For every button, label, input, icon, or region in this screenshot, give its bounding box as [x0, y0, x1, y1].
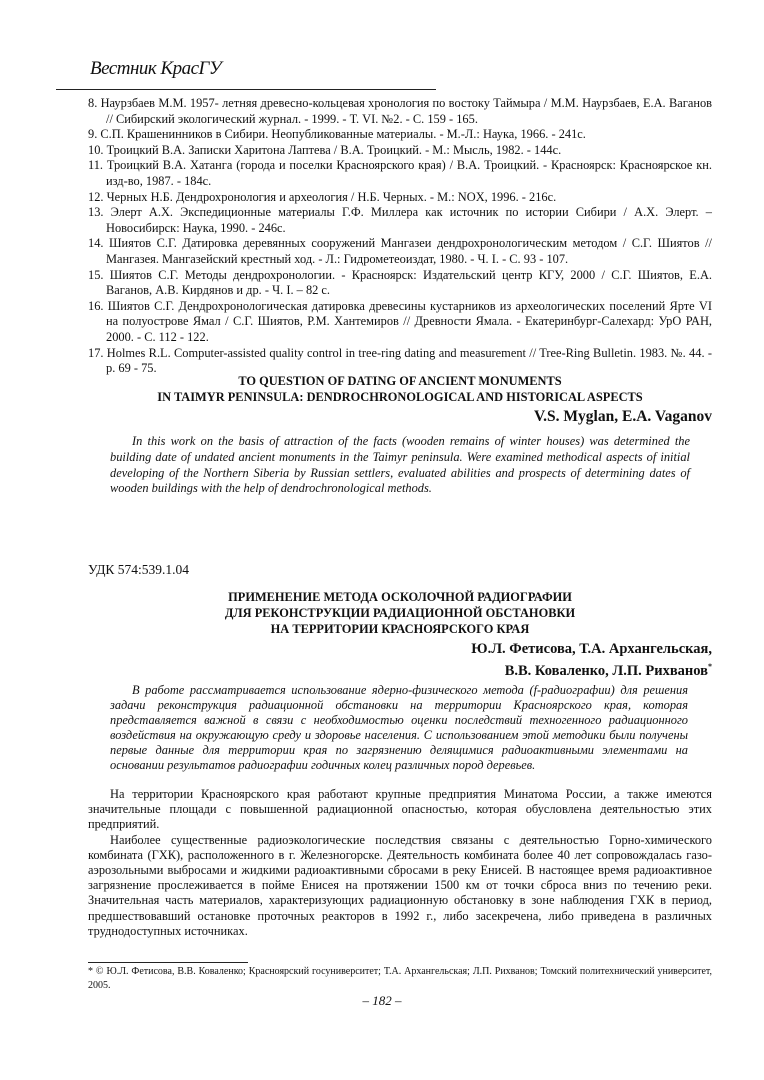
article-title-line: ДЛЯ РЕКОНСТРУКЦИИ РАДИАЦИОННОЙ ОБСТАНОВКИ [224, 606, 576, 620]
reference-item: 10. Троицкий В.А. Записки Харитона Лаптева / В.А. Троицкий. - М.: Мысль, 1982. - 144с. [88, 142, 562, 157]
reference-item: 16. Шиятов С.Г. Дендрохронологическая датировка древесины кустарников из археологических поселений Ярте VI на полуострове Ямал / С.Г. Шиятов, Р.М. Хантемиров // Древности Ямала. - Екатеринбург-Салехард: УрО РАН, 2000. - С. 112 - 122. [88, 298, 712, 344]
english-title-line: TO QUESTION OF DATING OF ANCIENT MONUMENTS [238, 374, 562, 388]
english-title-line: IN TAIMYR PENINSULA: DENDROCHRONOLOGICAL AND HISTORICAL ASPECTS [157, 389, 643, 404]
body-paragraph: На территории Красноярского края работают крупные предприятия Минатома России, а также имеются значительные площади с повышенной радиационной опасностью, которая обусловлена деятельностью этих предприятий. [88, 787, 712, 832]
reference-item: 17. Holmes R.L. Computer-assisted quality control in tree-ring dating and measurement // Tree-Ring Bulletin. 1983. №. 44. - p. 69 - 75. [88, 345, 712, 376]
article-title-line: НА ТЕРРИТОРИИ КРАСНОЯРСКОГО КРАЯ [270, 622, 530, 636]
reference-item: 14. Шиятов С.Г. Датировка деревянных сооружений Мангазеи дендрохронологическим методом / С.Г. Шиятов // Мангазея. Мангазейский крестный ход. - Л.: Гидрометеоиздат, 1980. - Ч. I. - С. 93 - 107. [88, 236, 712, 266]
article-title-line: ПРИМЕНЕНИЕ МЕТОДА ОСКОЛОЧНОЙ РАДИОГРАФИИ [228, 590, 572, 604]
footnote: * © Ю.Л. Фетисова, В.В. Коваленко; Красноярский госуниверситет; Т.А. Архангельская; Л.П. Рихванов; Томский политехнический университет, 2005. [88, 966, 712, 991]
footnote-rule [88, 962, 248, 963]
reference-item: 12. Черных Н.Б. Дендрохронология и археология / Н.Б. Черных. - М.: NOX, 1996. - 216с. [88, 189, 557, 204]
article-title [88, 589, 712, 637]
reference-item: 9. С.П. Крашенинников в Сибири. Неопубликованные материалы. - М.-Л.: Наука, 1966. - 241с. [88, 127, 586, 142]
reference-item: 8. Наурзбаев М.М. 1957- летняя древесно-кольцевая хронология по востоку Таймыра / М.М. Наурзбаев, Е.А. Ваганов // Сибирский экологический журнал. - 1999. - Т. VI. №2. - С. 159 - 165. [88, 96, 712, 126]
authors-line: Ю.Л. Фетисова, Т.А. Архангельская, [471, 641, 712, 657]
reference-item: 11. Троицкий В.А. Хатанга (города и поселки Красноярского края) / В.А. Троицкий. - Красноярск: Красноярское кн. изд-во, 1987. - 184с. [88, 158, 712, 188]
article-authors [471, 640, 712, 680]
article-body [88, 787, 712, 939]
reference-item: 13. Элерт А.Х. Экспедиционные материалы Г.Ф. Миллера как источник по истории Сибири / А.Х. Элерт. – Новосибирск: Наука, 1990. - 246с. [88, 205, 712, 235]
page-number: – 182 – [362, 993, 402, 1008]
authors-line: В.В. Коваленко, Л.П. Рихванов [504, 662, 708, 679]
reference-list [88, 96, 712, 377]
journal-header: Вестник КрасГУ [90, 58, 222, 79]
english-title [88, 374, 712, 406]
udk-code: УДК 574:539.1.04 [88, 562, 190, 577]
header-rule [56, 89, 436, 90]
reference-item: 15. Шиятов С.Г. Методы дендрохронологии. - Красноярск: Издательский центр КГУ, 2000 / С.Г. Шиятов, Е.А. Ваганов, А.В. Кирдянов и др. - Ч. I. – 82 с. [88, 267, 712, 298]
footnote-mark: * [708, 662, 712, 671]
body-paragraph: Наиболее существенные радиоэкологические последствия связаны с деятельностью Горно-химического комбината (ГХК), расположенного в г. Железногорске. Деятельность комбината более 40 лет сопровождалась газо-аэрозольными выбросами и жидкими радиоактивными сбросами в реку Енисей. В настоящее время радиоактивное загрязнение прослеживается в пойме Енисея на протяжении 1500 км от точки сброса вниз по течению реки. Значительная часть материалов, характеризующих радиационную обстановку в зоне наблюдения ГХК в период, предшествовавший остановке проточных реакторов в 1992 г., либо засекречена, либо приведена в различных труднодоступных источниках. [88, 832, 712, 938]
english-abstract: In this work on the basis of attraction of the facts (wooden remains of winter houses) was determined the building date of undated ancient monuments in the Taimyr peninsula. Were examined methodical aspects of initial developing of the Northern Siberia by Russian settlers, evaluated abilities and prospects of determining dates of wooden buildings with the help of dendrochronological methods. [110, 434, 690, 496]
english-authors: V.S. Myglan, E.A. Vaganov [533, 408, 712, 425]
article-abstract: В работе рассматривается использование ядерно-физического метода (f-радиографии) для решения задачи реконструкция радиационной обстановки на территории Красноярского края, которая представляется важной в связи с необходимостью оценки последствий техногенного радиационного воздействия на окружающую среду и здоровье населения. С использованием этой методики были получены первые данные для территории края по загрязнению делящимися радиоактивными элементами на основании результатов радиографии годичных колец различных пород деревьев. [110, 683, 688, 772]
